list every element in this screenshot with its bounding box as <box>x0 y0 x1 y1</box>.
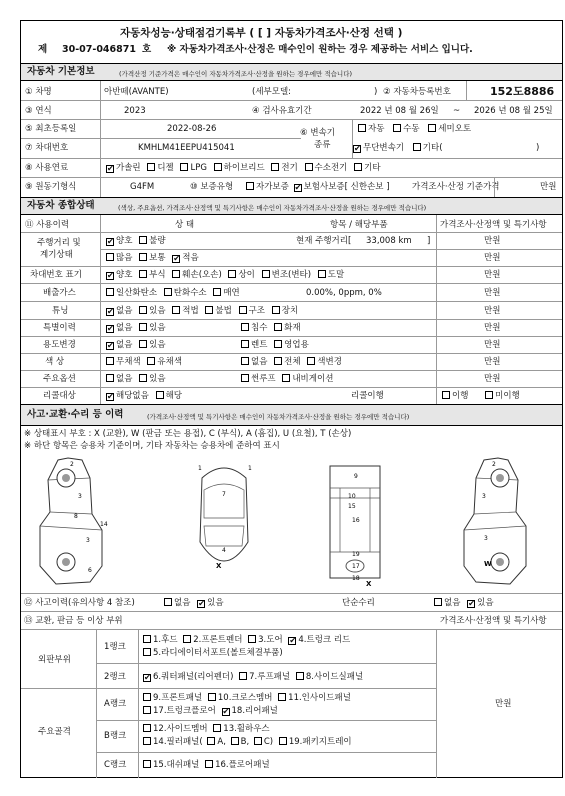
panel-side-member-checkbox[interactable] <box>143 724 151 732</box>
vin-value: KMHLM41EEPU415041 <box>138 143 235 153</box>
trans-auto-checkbox[interactable] <box>358 124 366 132</box>
rankA-row1: 9.프론트패널 10.크로스멤버 11.인사이드패널 <box>143 693 351 703</box>
recall-label: 리콜대상 <box>43 391 76 401</box>
panel-pillar-b-checkbox[interactable] <box>231 737 239 745</box>
fuel-options: ✔ 가솔린 디젤 LPG 하이브리드 전기 수소전기 기타 <box>106 163 381 173</box>
panel-side-sill-checkbox[interactable] <box>296 672 304 680</box>
panel-trunk-floor-checkbox[interactable] <box>143 706 151 714</box>
trans-manual-checkbox[interactable] <box>393 124 401 132</box>
basic-section-note: (가격산정 기준가격은 매수인이 자동차가격조사·산정을 원하는 경우에만 적습니다) <box>119 70 353 78</box>
warranty-insurer-checkbox[interactable] <box>294 184 302 192</box>
svg-text:18: 18 <box>352 575 360 582</box>
repair-none-checkbox[interactable] <box>434 598 442 606</box>
reg-no-value: 152도8886 <box>490 85 555 98</box>
options-opts-2: 썬루프 내비게이션 <box>241 374 333 384</box>
svg-text:17: 17 <box>352 563 360 570</box>
vin-mark-opts: ✔ 양호 부식 훼손(오손) 상이 변조(변타) 도말 <box>106 270 344 280</box>
usage-change-label: 용도변경 <box>43 340 76 350</box>
svg-text:3: 3 <box>78 493 82 500</box>
year-value: 2023 <box>124 106 146 116</box>
service-notice: ※ 자동차가격조사·산정은 매수인이 원하는 경우 제공하는 서비스 입니다. <box>167 44 473 55</box>
mileage-normal-checkbox[interactable] <box>139 253 147 261</box>
rankC-row: 15.대쉬패널 16.플로어패널 <box>143 760 270 770</box>
rank1-row2: 5.라디에이터서포트(볼트체결부품) <box>143 648 283 658</box>
options-none-checkbox[interactable] <box>106 374 114 382</box>
svg-text:2: 2 <box>70 461 74 468</box>
recall-perf-label: 리콜이행 <box>351 391 384 401</box>
panel-roof-checkbox[interactable] <box>239 672 247 680</box>
recall-opts: ✔ 해당없음 해당 <box>106 391 182 401</box>
vin-mark-price-unit: 만원 <box>484 270 501 280</box>
recall-perf-opts: 이행 미이행 <box>442 391 520 401</box>
rankC-label: C랭크 <box>104 760 127 770</box>
panel-floor-checkbox[interactable] <box>205 760 213 768</box>
tuning-device-checkbox[interactable] <box>272 306 280 314</box>
valid-to: 2026 년 08 월 25일 <box>474 106 553 116</box>
panel-hood-checkbox[interactable] <box>143 635 151 643</box>
usage-rent-checkbox[interactable] <box>241 340 249 348</box>
color-achromatic-checkbox[interactable] <box>106 357 114 365</box>
svg-text:3: 3 <box>482 493 486 500</box>
emission-values: 0.00%, 0ppm, 0% <box>306 288 382 298</box>
vin-label: ⑦ 차대번호 <box>25 143 69 153</box>
color-chromatic-checkbox[interactable] <box>147 357 155 365</box>
trans-options-2: ✔ 무단변속기 기타( <box>353 143 443 153</box>
recall-yes-checkbox[interactable] <box>156 391 164 399</box>
mileage-opts-2: 많음 보통 ✔ 적음 <box>106 253 199 263</box>
emission-price-unit: 만원 <box>484 288 501 298</box>
rank2-row: ✔ 6.쿼터패널(리어펜더) 7.루프패널 8.사이드실패널 <box>143 672 363 682</box>
recall-na-checkbox[interactable] <box>106 393 114 401</box>
mileage-low-checkbox[interactable] <box>172 255 180 263</box>
vin-paint-checkbox[interactable] <box>318 270 326 278</box>
panel-pillar-c-checkbox[interactable] <box>254 737 262 745</box>
tuning-opts: ✔ 없음 있음 적법 불법 구조 장치 <box>106 306 298 316</box>
valid-tilde: ~ <box>453 106 461 116</box>
col-state: 상 태 <box>175 220 195 230</box>
form-title: 자동차성능·상태점검기록부 ( [ ] 자동차가격조사·산정 선택 ) <box>120 27 403 39</box>
history-none-checkbox[interactable] <box>164 598 172 606</box>
vin-good-checkbox[interactable] <box>106 272 114 280</box>
fuel-lpg-checkbox[interactable] <box>180 163 188 171</box>
special-fire-checkbox[interactable] <box>274 323 282 331</box>
emission-co-checkbox[interactable] <box>106 288 114 296</box>
warranty-options: 자가보증 ✔ 보험사보증[ 신한손보 ] <box>246 182 390 192</box>
svg-text:4: 4 <box>222 547 226 554</box>
mileage-many-checkbox[interactable] <box>106 253 114 261</box>
status-section-note: (색상, 주요옵션, 가격조사·산정액 및 특기사항은 매수인이 자동차가격조사·산정을 원하는 경우에만 적습니다) <box>118 204 427 212</box>
panel-crossmember-checkbox[interactable] <box>208 693 216 701</box>
color-changed-checkbox[interactable] <box>307 357 315 365</box>
frame-price-unit: 만원 <box>495 699 512 709</box>
panel-price-heading: 가격조사·산정액 및 특기사항 <box>440 616 547 626</box>
emission-hc-checkbox[interactable] <box>164 288 172 296</box>
vin-corrosion-checkbox[interactable] <box>139 270 147 278</box>
fuel-hybrid-checkbox[interactable] <box>214 163 222 171</box>
rankA-label: A랭크 <box>104 699 127 709</box>
svg-text:3: 3 <box>484 535 488 542</box>
fuel-electric-checkbox[interactable] <box>271 163 279 171</box>
trans-label-1: ⑥ 변속기 <box>300 128 335 138</box>
warranty-self-checkbox[interactable] <box>246 182 254 190</box>
history-yes-checkbox[interactable] <box>197 600 205 608</box>
panel-quarter-checkbox[interactable] <box>143 674 151 682</box>
recall-notdone-checkbox[interactable] <box>485 391 493 399</box>
doc-no-suffix: 호 <box>142 44 152 55</box>
trans-options-1: 자동 수동 세미오토 <box>358 124 471 134</box>
options-label: 주요옵션 <box>43 374 76 384</box>
options-yes-checkbox[interactable] <box>139 374 147 382</box>
mileage-good-checkbox[interactable] <box>106 238 114 246</box>
warranty-label: ⑩ 보증유형 <box>190 182 234 192</box>
panel-pillar-checkbox[interactable] <box>143 737 151 745</box>
special-flood-checkbox[interactable] <box>241 323 249 331</box>
warranty-insurer-name: [ 신한손보 ] <box>344 182 390 192</box>
usage-yes-checkbox[interactable] <box>139 340 147 348</box>
mileage-current-label: 현재 주행거리[ <box>296 236 352 246</box>
car-side-left-diagram <box>30 454 112 588</box>
status-section-title: 자동차 종합상태 <box>27 200 95 211</box>
valid-label: ④ 검사유효기간 <box>252 106 312 116</box>
svg-text:7: 7 <box>222 491 226 498</box>
tuning-label: 튜닝 <box>52 306 69 316</box>
special-yes-checkbox[interactable] <box>139 323 147 331</box>
svg-text:1: 1 <box>198 465 202 472</box>
vin-diff-checkbox[interactable] <box>228 270 236 278</box>
fuel-label: ⑧ 사용연료 <box>25 163 69 173</box>
special-none-checkbox[interactable] <box>106 325 114 333</box>
fuel-gasoline-checkbox[interactable] <box>106 165 114 173</box>
vin-alter-checkbox[interactable] <box>262 270 270 278</box>
price-basis-label: 가격조사·산정 기준가격 <box>412 182 500 192</box>
panel-package-tray-checkbox[interactable] <box>279 737 287 745</box>
first-reg-label: ⑤ 최초등록일 <box>25 124 77 134</box>
rank1-label: 1랭크 <box>104 642 126 652</box>
color-price-unit: 만원 <box>484 357 501 367</box>
svg-text:2: 2 <box>492 461 496 468</box>
car-frame-diagram <box>324 462 386 586</box>
basic-section-title: 자동차 기본정보 <box>27 66 95 77</box>
special-opts-2: 침수 화재 <box>241 323 301 333</box>
mileage-label-2: 계기상태 <box>40 250 73 260</box>
panel-door-checkbox[interactable] <box>248 635 256 643</box>
usage-change-opts-2: 렌트 영업용 <box>241 340 309 350</box>
special-opts-1: ✔ 없음 있음 <box>106 323 166 333</box>
outer-label: 외판부위 <box>38 655 71 665</box>
panel-rear-panel-checkbox[interactable] <box>222 708 230 716</box>
svg-text:10: 10 <box>348 493 356 500</box>
rankB-row2: 14.필러패널( A, B, C) 19.패키지트레이 <box>143 737 352 747</box>
svg-text:19: 19 <box>352 551 360 558</box>
repair-yes-checkbox[interactable] <box>467 600 475 608</box>
panel-wheelhouse-checkbox[interactable] <box>213 724 221 732</box>
trans-cvt-checkbox[interactable] <box>353 145 361 153</box>
trans-semi-checkbox[interactable] <box>428 124 436 132</box>
doc-no: 30-07-046871 <box>62 44 136 55</box>
tuning-price-unit: 만원 <box>484 306 501 316</box>
panel-pillar-a-checkbox[interactable] <box>207 737 215 745</box>
svg-text:15: 15 <box>348 503 356 510</box>
recall-done-checkbox[interactable] <box>442 391 450 399</box>
col-use-history: ⑪ 사용이력 <box>25 220 70 230</box>
color-opts-1: 무채색 유채색 <box>106 357 182 367</box>
name-value: 아반떼(AVANTE) <box>104 87 169 97</box>
svg-text:16: 16 <box>352 517 360 524</box>
tuning-structure-checkbox[interactable] <box>239 306 247 314</box>
mileage-opts-1: ✔양호 불량 <box>106 236 166 246</box>
year-label: ③ 연식 <box>25 106 52 116</box>
trans-close: ) <box>536 143 540 153</box>
color-all-checkbox[interactable] <box>274 357 282 365</box>
emission-label: 배출가스 <box>43 288 76 298</box>
detail-model-close: ) <box>374 87 378 97</box>
tuning-legal-checkbox[interactable] <box>172 306 180 314</box>
vin-damage-checkbox[interactable] <box>172 270 180 278</box>
fuel-hydrogen-checkbox[interactable] <box>305 163 313 171</box>
color-label: 색 상 <box>45 357 65 367</box>
svg-text:14: 14 <box>100 521 108 528</box>
usage-change-opts-1: ✔ 없음 있음 <box>106 340 166 350</box>
fuel-other-checkbox[interactable] <box>354 163 362 171</box>
svg-text:6: 6 <box>88 567 92 574</box>
rank1-row1: 1.후드 2.프론트펜더 3.도어 ✔ 4.트렁크 리드 <box>143 635 350 645</box>
engine-value: G4FM <box>130 182 155 192</box>
rankA-row2: 17.트렁크플로어 ✔ 18.리어패널 <box>143 706 278 716</box>
panel-front-fender-checkbox[interactable] <box>183 635 191 643</box>
name-label: ① 차명 <box>25 87 52 97</box>
price-basis-unit: 만원 <box>540 182 557 192</box>
simple-repair-opts: 없음 ✔ 있음 <box>434 598 494 608</box>
tuning-none-checkbox[interactable] <box>106 308 114 316</box>
emission-smoke-checkbox[interactable] <box>213 288 221 296</box>
car-side-right-diagram <box>454 454 536 588</box>
tuning-yes-checkbox[interactable] <box>139 306 147 314</box>
mileage-current-value: 33,008 km <box>366 236 412 246</box>
panel-front-panel-checkbox[interactable] <box>143 693 151 701</box>
engine-label: ⑨ 원동기형식 <box>25 182 77 192</box>
options-navi-checkbox[interactable] <box>282 374 290 382</box>
diagram-mark-w: W <box>484 560 492 568</box>
legend-1: ※ 상태표시 부호 : X (교환), W (판금 또는 용접), C (부식), A (흠집), U (요철), T (손상) <box>24 429 352 439</box>
accident-section-note: (가격조사·산정액 및 특기사항은 매수인이 자동차가격조사·산정을 원하는 경우에만 적습니다) <box>147 413 410 421</box>
usage-business-checkbox[interactable] <box>274 340 282 348</box>
panel-radiator-support-checkbox[interactable] <box>143 648 151 656</box>
col-price: 가격조사·산정액 및 특기사항 <box>440 220 547 230</box>
first-reg-value: 2022-08-26 <box>167 124 217 134</box>
mileage-bad-checkbox[interactable] <box>139 236 147 244</box>
simple-repair-label: 단순수리 <box>342 598 375 608</box>
special-label: 특별이력 <box>43 323 76 333</box>
rankB-row1: 12.사이드멤버 13.휠하우스 <box>143 724 270 734</box>
trans-label-2: 종류 <box>314 140 331 150</box>
options-sunroof-checkbox[interactable] <box>241 374 249 382</box>
mileage-price-unit-1: 만원 <box>484 236 501 246</box>
frame-label: 주요골격 <box>38 727 71 737</box>
svg-text:1: 1 <box>248 465 252 472</box>
color-none-checkbox[interactable] <box>241 357 249 365</box>
history-label: ⑫ 사고이력(유의사항 4 참조) <box>24 598 135 608</box>
panel-inside-panel-checkbox[interactable] <box>278 693 286 701</box>
accident-section-title: 사고·교환·수리 등 이력 <box>27 409 124 420</box>
reg-no-label: ② 자동차등록번호 <box>383 87 451 97</box>
vin-mark-label: 차대번호 표기 <box>30 270 82 280</box>
options-price-unit: 만원 <box>484 374 501 384</box>
col-item: 항목 / 해당부품 <box>330 220 388 230</box>
trans-other-checkbox[interactable] <box>413 143 421 151</box>
svg-text:8: 8 <box>74 513 78 520</box>
car-top-diagram <box>190 456 258 582</box>
valid-from: 2022 년 08 월 26일 <box>360 106 439 116</box>
fuel-diesel-checkbox[interactable] <box>147 163 155 171</box>
legend-2: ※ 하단 항목은 승용차 기준이며, 기타 자동차는 승용차에 준하여 표시 <box>24 441 280 451</box>
rank2-label: 2랭크 <box>104 672 126 682</box>
svg-text:9: 9 <box>354 473 358 480</box>
svg-text:3: 3 <box>86 537 90 544</box>
detail-model-label: (세부모델: <box>252 87 292 97</box>
options-opts-1: 없음 있음 <box>106 374 166 384</box>
mileage-current-close: ] <box>427 236 431 246</box>
diagram-mark-x-2: X <box>366 580 372 586</box>
mileage-price-unit-2: 만원 <box>484 253 501 263</box>
diagram-mark-x-1: X <box>216 562 222 570</box>
color-opts-2: 없음 전체 색변경 <box>241 357 342 367</box>
panel-trunk-lid-checkbox[interactable] <box>288 637 296 645</box>
history-opts: 없음 ✔ 있음 <box>164 598 224 608</box>
panel-dash-checkbox[interactable] <box>143 760 151 768</box>
doc-no-label: 제 <box>38 44 48 55</box>
emission-opts: 일산화탄소 탄화수소 매연 <box>106 288 240 298</box>
tuning-illegal-checkbox[interactable] <box>205 306 213 314</box>
usage-none-checkbox[interactable] <box>106 342 114 350</box>
usage-change-price-unit: 만원 <box>484 340 501 350</box>
mileage-label-1: 주행거리 및 <box>37 238 81 248</box>
rankB-label: B랭크 <box>104 731 127 741</box>
panel-heading: ⑬ 교환, 판금 등 이상 부위 <box>24 616 123 626</box>
special-price-unit: 만원 <box>484 323 501 333</box>
